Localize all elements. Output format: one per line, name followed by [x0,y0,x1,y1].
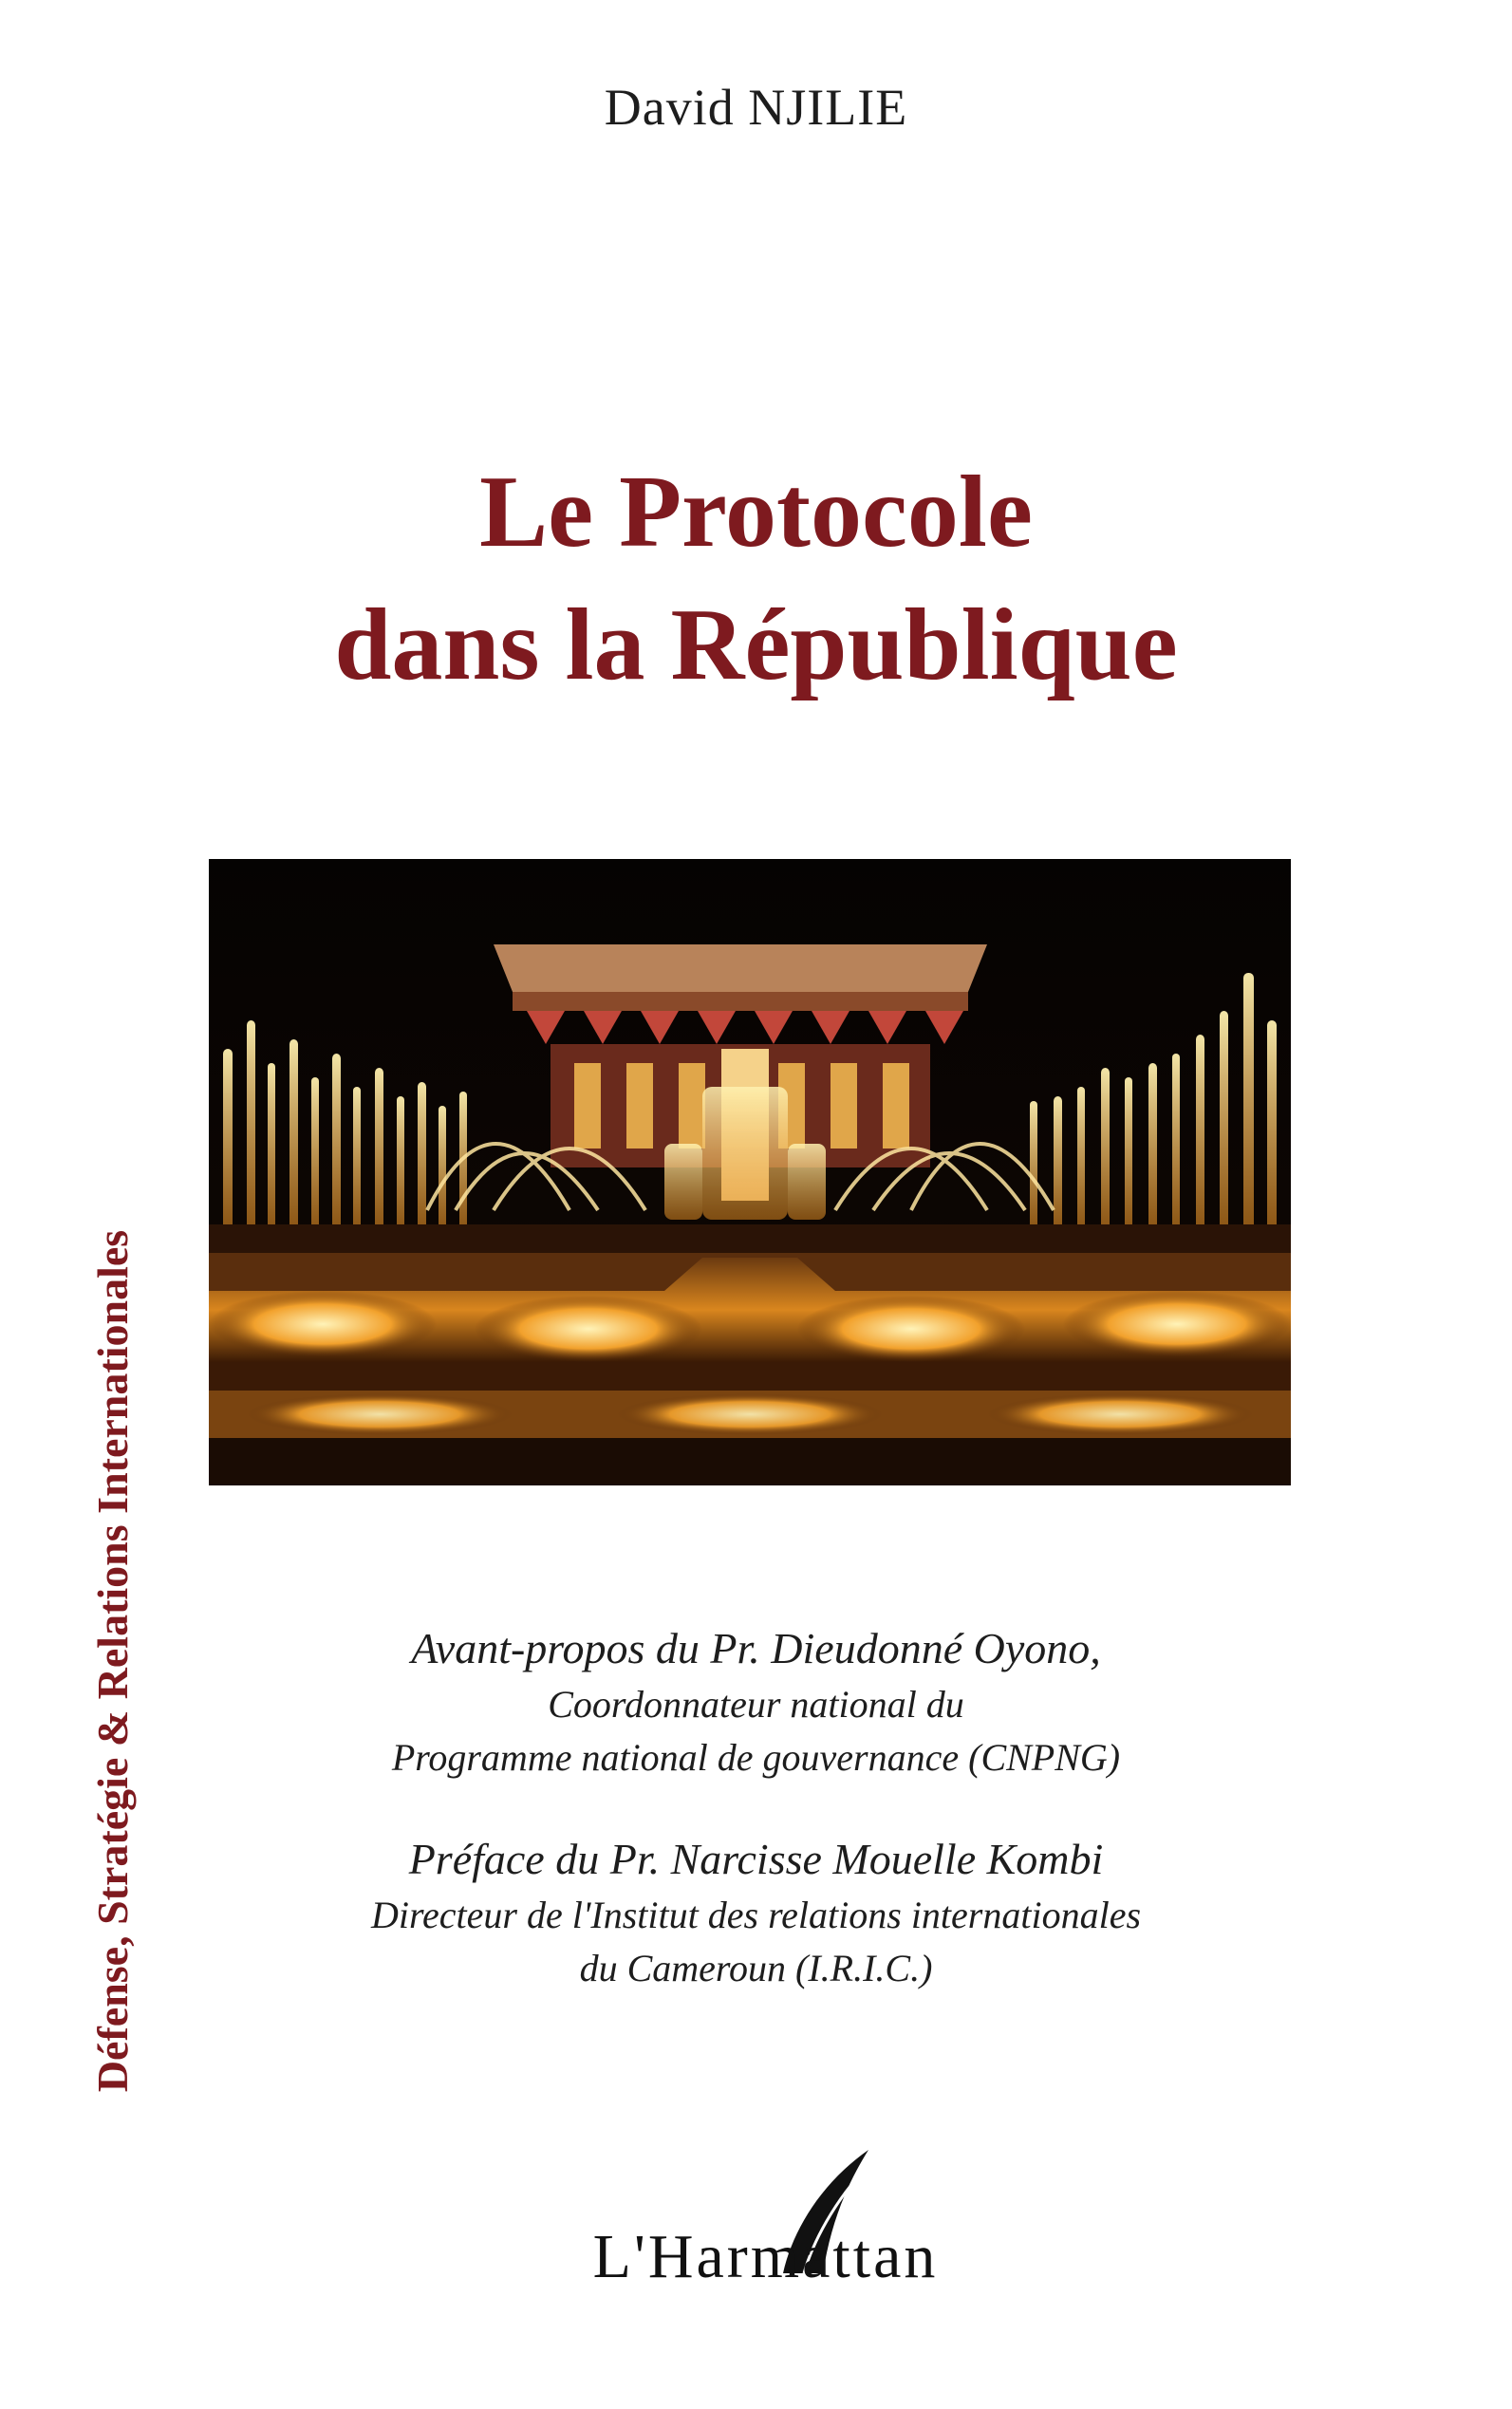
title-line-1: Le Protocole [479,456,1033,569]
book-title [0,446,1512,712]
title-line-2: dans la République [334,588,1178,701]
foreword-line: Avant-propos du Pr. Dieudonné Oyono, [411,1624,1101,1672]
fountain-building-illustration [209,859,1291,1485]
series-label: Défense, Stratégie & Relations Internationales [88,1229,137,2093]
preface-role-line-2: du Cameroun (I.R.I.C.) [579,1947,933,1989]
author-name: David NJILIE [604,79,908,136]
foreword-role-line-1: Coordonnateur national du [548,1683,964,1726]
cover-photo [209,859,1291,1485]
preface-role-line-1: Directeur de l'Institut des relations internationales [370,1894,1142,1936]
publisher-logo-text: L'Harmattan [592,2222,939,2291]
preface-line: Préface du Pr. Narcisse Mouelle Kombi [408,1835,1104,1883]
foreword-role-line-2: Programme national de gouvernance (CNPNG) [391,1736,1121,1779]
